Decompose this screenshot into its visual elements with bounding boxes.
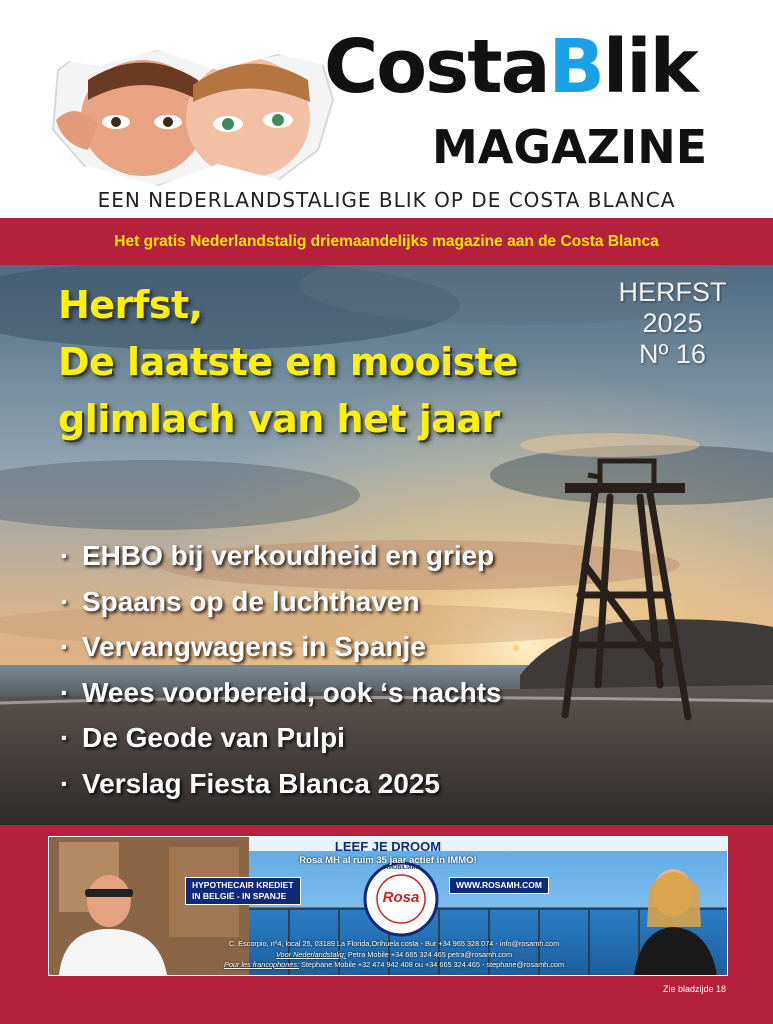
badge-logo: Rosa <box>382 889 420 906</box>
cover-headline <box>58 277 518 448</box>
topic-item: · Spaans op de luchthaven <box>60 579 502 625</box>
issue-season: HERFST <box>618 277 727 307</box>
cover-photo <box>0 265 773 825</box>
logo-part-b: B <box>548 24 603 110</box>
bullet: · <box>60 540 70 571</box>
real-estate-ad[interactable] <box>48 836 728 976</box>
contact-line: Pour les francophones: Stephane Mobile +32 474 942 408 ou +34 665 324 465 - stephane@rosamh.com <box>223 960 565 969</box>
topic-item: · Wees voorbereid, ook ‘s nachts <box>60 670 502 716</box>
badge-top-text: INMOBILIARIA <box>383 865 422 871</box>
intro-strip <box>0 218 773 265</box>
topic-item: · Verslag Fiesta Blanca 2025 <box>60 761 502 807</box>
ad-subtitle: Rosa MH al ruim 35 jaar actief in IMMO! <box>299 855 477 866</box>
mortgage-tag <box>185 877 301 905</box>
ad-title: LEEF JE DROOM <box>334 839 442 854</box>
topic-list <box>60 533 502 806</box>
tagline: EEN NEDERLANDSTALIGE BLIK OP DE COSTA BLANCA <box>97 188 676 212</box>
headline-line: glimlach van het jaar <box>58 397 500 441</box>
mortgage-tag-line1: HYPOTHECAIR KREDIET <box>192 880 294 890</box>
topic-item: · De Geode van Pulpi <box>60 715 502 761</box>
ad-contact-info <box>214 939 574 971</box>
bullet: · <box>60 585 70 617</box>
contact-line: Voor Nederlandstalig: Petra Mobile +34 665 324 465 petra@rosamh.com <box>275 949 513 959</box>
bottom-band <box>0 825 773 1024</box>
page-reference: Zie bladzijde 18 <box>662 984 726 994</box>
bullet: · <box>60 767 70 799</box>
headline-line: De laatste en mooiste <box>58 340 518 384</box>
mortgage-tag-line2: IN BELGIË - IN SPANJE <box>192 891 287 901</box>
topic-item: · Vervangwagens in Spanje <box>60 624 502 670</box>
bullet: · <box>60 722 70 753</box>
masthead <box>0 0 773 218</box>
bullet: · <box>60 631 70 662</box>
issue-info <box>605 277 740 370</box>
peeking-faces-illustration <box>48 40 338 190</box>
issue-year: 2025 <box>642 308 703 338</box>
contact-line: C. Escorpio, nº4, local 25, 03189 La Florida,Orihuela costa - Bur +34 965 328 074 - info@rosamh.com <box>228 939 560 948</box>
logo-subtitle: MAGAZINE <box>432 120 708 174</box>
topic-item: · EHBO bij verkoudheid en griep <box>60 533 502 579</box>
headline-line: Herfst, <box>58 283 203 327</box>
website-link[interactable]: WWW.ROSAMH.COM <box>449 877 549 894</box>
logo-part-costa: Costa <box>324 24 549 110</box>
intro-strip-text: Het gratis Nederlandstalig driemaandelijks magazine aan de Costa Blanca <box>114 232 659 250</box>
bullet: · <box>60 676 70 708</box>
logo-title <box>324 24 697 110</box>
issue-number: Nº 16 <box>639 339 706 369</box>
logo-part-lik: lik <box>602 24 697 110</box>
